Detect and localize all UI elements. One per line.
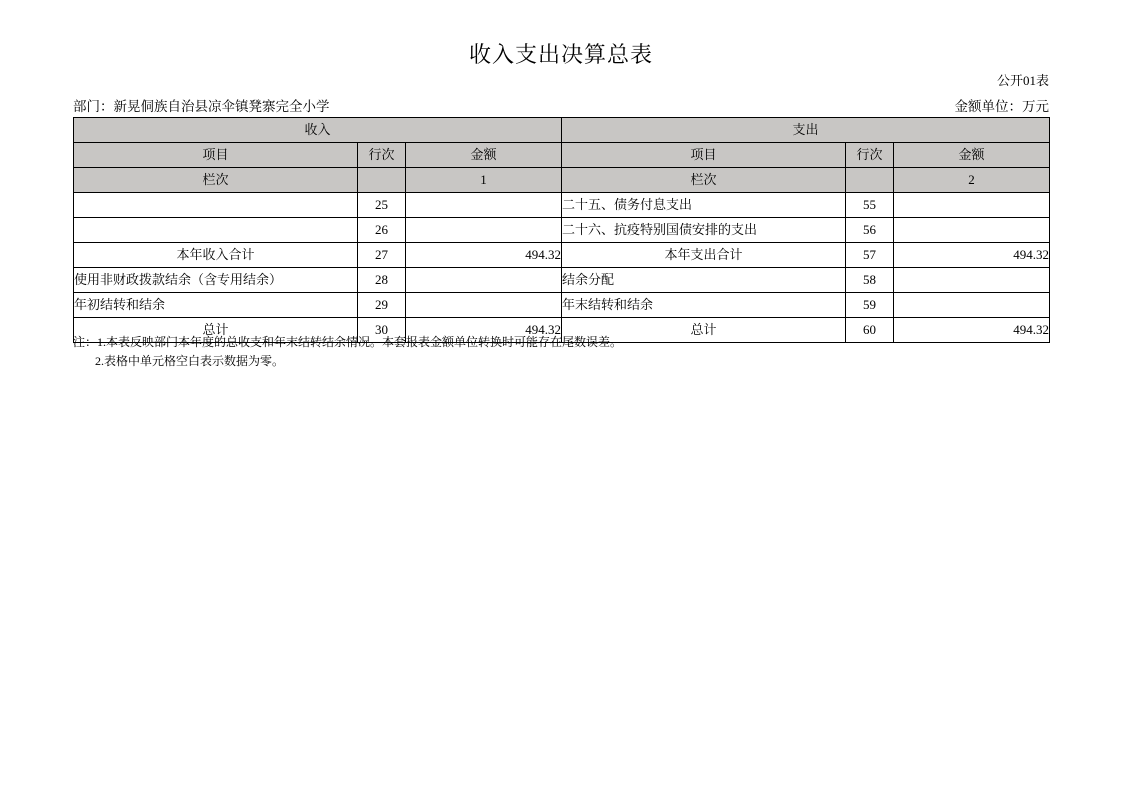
column-header-income-amount: 金额 — [406, 143, 562, 168]
table-column-header-row — [74, 143, 1050, 168]
table-row — [74, 293, 1050, 318]
expenditure-line: 58 — [846, 268, 894, 293]
expenditure-item: 二十六、抗疫特别国债安排的支出 — [562, 218, 846, 243]
income-line: 26 — [358, 218, 406, 243]
expenditure-item: 总计 — [562, 318, 846, 343]
income-line: 29 — [358, 293, 406, 318]
form-code-label: 公开01表 — [996, 73, 1049, 88]
expenditure-item: 结余分配 — [562, 268, 846, 293]
group-header-expenditure: 支出 — [562, 118, 1050, 143]
income-item: 使用非财政拨款结余（含专用结余） — [74, 268, 358, 293]
expenditure-line: 59 — [846, 293, 894, 318]
income-amount — [406, 293, 562, 318]
column-header-expenditure-item: 项目 — [562, 143, 846, 168]
income-amount — [406, 268, 562, 293]
income-amount: 494.32 — [406, 318, 562, 343]
table-group-header-row — [74, 118, 1050, 143]
group-header-income: 收入 — [74, 118, 562, 143]
column-header-expenditure-amount: 金额 — [894, 143, 1050, 168]
department-label: 部门：新晃侗族自治县凉伞镇凳寨完全小学 — [73, 99, 330, 114]
table-row — [74, 268, 1050, 293]
amount-unit-label: 金额单位：万元 — [954, 99, 1049, 114]
income-line: 28 — [358, 268, 406, 293]
column-index-expenditure-amount: 2 — [894, 168, 1050, 193]
budget-summary-table — [73, 117, 1050, 343]
income-amount — [406, 193, 562, 218]
table-notes — [73, 333, 622, 371]
column-index-income-amount: 1 — [406, 168, 562, 193]
income-amount: 494.32 — [406, 243, 562, 268]
expenditure-amount: 494.32 — [894, 318, 1050, 343]
column-header-income-item: 项目 — [74, 143, 358, 168]
column-index-expenditure-label: 栏次 — [562, 168, 846, 193]
income-line: 30 — [358, 318, 406, 343]
expenditure-line: 55 — [846, 193, 894, 218]
income-item — [74, 193, 358, 218]
note-line-2: 2.表格中单元格空白表示数据为零。 — [95, 354, 285, 368]
table-row — [74, 243, 1050, 268]
expenditure-line: 60 — [846, 318, 894, 343]
column-index-expenditure-line — [846, 168, 894, 193]
column-index-income-line — [358, 168, 406, 193]
expenditure-amount — [894, 193, 1050, 218]
expenditure-line: 56 — [846, 218, 894, 243]
income-line: 25 — [358, 193, 406, 218]
income-item: 总计 — [74, 318, 358, 343]
expenditure-amount — [894, 293, 1050, 318]
table-row — [74, 218, 1050, 243]
expenditure-item: 本年支出合计 — [562, 243, 846, 268]
expenditure-item: 年末结转和结余 — [562, 293, 846, 318]
column-header-expenditure-line: 行次 — [846, 143, 894, 168]
expenditure-amount: 494.32 — [894, 243, 1050, 268]
income-amount — [406, 218, 562, 243]
income-item — [74, 218, 358, 243]
expenditure-amount — [894, 268, 1050, 293]
column-header-income-line: 行次 — [358, 143, 406, 168]
column-index-income-label: 栏次 — [74, 168, 358, 193]
income-line: 27 — [358, 243, 406, 268]
table-row — [74, 193, 1050, 218]
expenditure-amount — [894, 218, 1050, 243]
note-line-1: 注：1.本表反映部门本年度的总收支和年末结转结余情况。本套报表金额单位转换时可能存在尾数误差。 — [73, 335, 623, 349]
expenditure-item: 二十五、债务付息支出 — [562, 193, 846, 218]
page-title: 收入支出决算总表 — [468, 42, 653, 67]
income-item: 本年收入合计 — [74, 243, 358, 268]
table-column-index-row — [74, 168, 1050, 193]
income-item: 年初结转和结余 — [74, 293, 358, 318]
expenditure-line: 57 — [846, 243, 894, 268]
